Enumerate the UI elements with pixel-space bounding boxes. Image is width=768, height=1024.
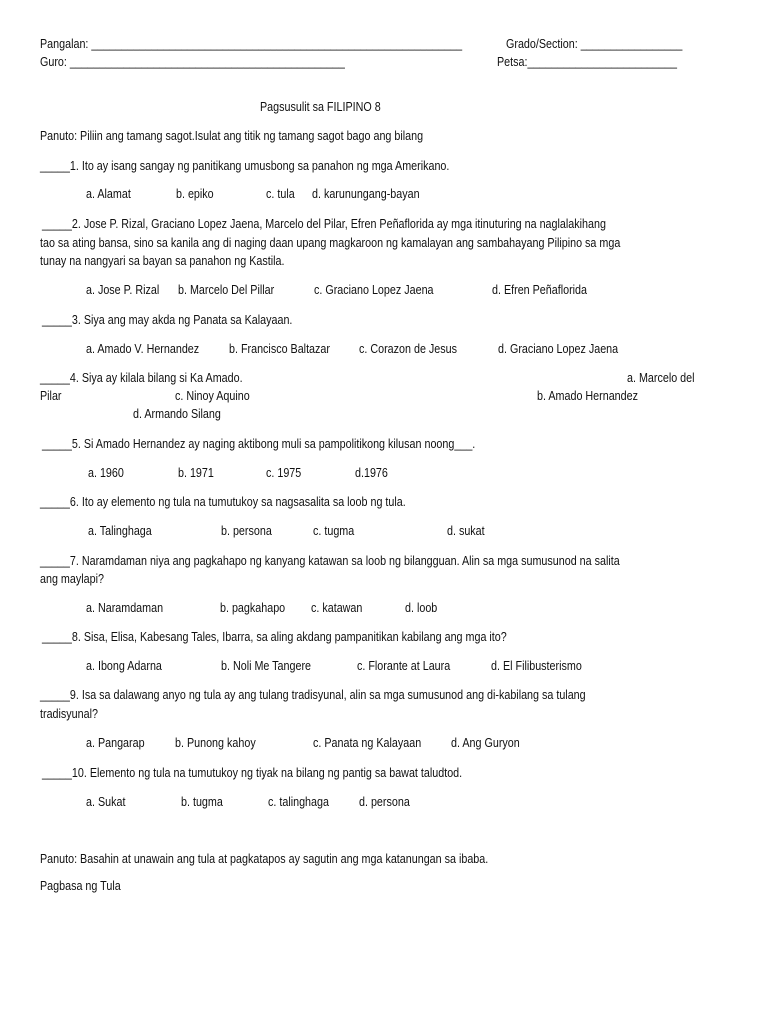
instruction: Panuto: Basahin at unawain ang tula at pagkatapos ay sagutin ang mga katanungan sa ibaba. bbox=[40, 852, 489, 866]
question-text: tao sa ating bansa, sino sa kanila ang di naging daan upang magkaroon ng kamalayan ang sambahayang Pilipino sa mga bbox=[40, 236, 621, 250]
option: b. Amado Hernandez bbox=[537, 389, 639, 403]
date-field[interactable]: Petsa:_________________________ bbox=[497, 55, 677, 69]
option: b. epiko bbox=[176, 187, 214, 201]
option: d. Armando Silang bbox=[133, 407, 221, 421]
option: d. persona bbox=[359, 795, 410, 809]
option: Pilar bbox=[40, 389, 62, 403]
name-field[interactable]: Pangalan: ______________________________________________________________ bbox=[40, 37, 463, 51]
option: c. tula bbox=[266, 187, 295, 201]
option: d. Efren Peñaflorida bbox=[492, 283, 588, 297]
question-text: _____10. Elemento ng tula na tumutukoy ng tiyak na bilang ng pantig sa bawat taludtod. bbox=[42, 766, 463, 780]
option: a. Sukat bbox=[86, 795, 126, 809]
option: c. Ninoy Aquino bbox=[175, 389, 250, 403]
option: b. Punong kahoy bbox=[175, 736, 256, 750]
option: d. Graciano Lopez Jaena bbox=[498, 342, 619, 356]
option: c. Corazon de Jesus bbox=[359, 342, 457, 356]
option: b. Francisco Baltazar bbox=[229, 342, 330, 356]
option: a. Alamat bbox=[86, 187, 131, 201]
option: d. Ang Guryon bbox=[451, 736, 520, 750]
question-text: ang maylapi? bbox=[40, 572, 104, 586]
option: d. sukat bbox=[447, 524, 485, 538]
page-title: Pagsusulit sa FILIPINO 8 bbox=[260, 100, 381, 114]
question-text: tunay na nangyari sa bayan sa panahon ng Kastila. bbox=[40, 254, 285, 268]
option: a. Talinghaga bbox=[88, 524, 152, 538]
question-text: _____6. Ito ay elemento ng tula na tumutukoy sa nagsasalita sa loob ng tula. bbox=[40, 495, 406, 509]
option: a. Marcelo del bbox=[627, 371, 695, 385]
option: d.1976 bbox=[355, 466, 388, 480]
option: a. Jose P. Rizal bbox=[86, 283, 160, 297]
question-text: _____8. Sisa, Elisa, Kabesang Tales, Ibarra, sa aling akdang pampanitikan kabilang ang mga ito? bbox=[42, 630, 507, 644]
option: d. loob bbox=[405, 601, 438, 615]
question-text: _____4. Siya ay kilala bilang si Ka Amado. bbox=[40, 371, 243, 385]
question-text: _____9. Isa sa dalawang anyo ng tula ay ang tulang tradisyunal, alin sa mga sumusunod ang di-kabilang sa tulang bbox=[40, 688, 586, 702]
option: b. Noli Me Tangere bbox=[221, 659, 312, 673]
question-text: _____5. Si Amado Hernandez ay naging aktibong muli sa pampolitikong kilusan noong___. bbox=[42, 437, 476, 451]
option: c. Panata ng Kalayaan bbox=[313, 736, 422, 750]
option: c. Graciano Lopez Jaena bbox=[314, 283, 434, 297]
section-field[interactable]: Grado/Section: _________________ bbox=[506, 37, 683, 51]
option: c. 1975 bbox=[266, 466, 302, 480]
instruction: Panuto: Piliin ang tamang sagot.Isulat ang titik ng tamang sagot bago ang bilang bbox=[40, 129, 424, 143]
option: a. Pangarap bbox=[86, 736, 145, 750]
question-text: _____1. Ito ay isang sangay ng panitikang umusbong sa panahon ng mga Amerikano. bbox=[40, 159, 450, 173]
question-text: _____3. Siya ang may akda ng Panata sa Kalayaan. bbox=[42, 313, 293, 327]
option: c. talinghaga bbox=[268, 795, 329, 809]
question-text: _____7. Naramdaman niya ang pagkahapo ng kanyang katawan sa loob ng bilangguan. Alin sa mga sumusunod na salita bbox=[40, 554, 620, 568]
option: b. 1971 bbox=[178, 466, 214, 480]
question-text: tradisyunal? bbox=[40, 707, 98, 721]
option: c. Florante at Laura bbox=[357, 659, 451, 673]
teacher-field[interactable]: Guro: ______________________________________________ bbox=[40, 55, 345, 69]
section-heading: Pagbasa ng Tula bbox=[40, 879, 121, 893]
question-text: _____2. Jose P. Rizal, Graciano Lopez Jaena, Marcelo del Pilar, Efren Peñaflorida ay mga itinuturing na naglalakihang bbox=[42, 217, 606, 231]
option: d. El Filibusterismo bbox=[491, 659, 582, 673]
option: b. pagkahapo bbox=[220, 601, 286, 615]
option: b. Marcelo Del Pillar bbox=[178, 283, 275, 297]
option: a. Naramdaman bbox=[86, 601, 164, 615]
option: a. 1960 bbox=[88, 466, 124, 480]
option: a. Amado V. Hernandez bbox=[86, 342, 200, 356]
option: d. karunungang-bayan bbox=[312, 187, 420, 201]
option: c. katawan bbox=[311, 601, 363, 615]
option: b. tugma bbox=[181, 795, 223, 809]
option: b. persona bbox=[221, 524, 272, 538]
option: a. Ibong Adarna bbox=[86, 659, 162, 673]
option: c. tugma bbox=[313, 524, 355, 538]
